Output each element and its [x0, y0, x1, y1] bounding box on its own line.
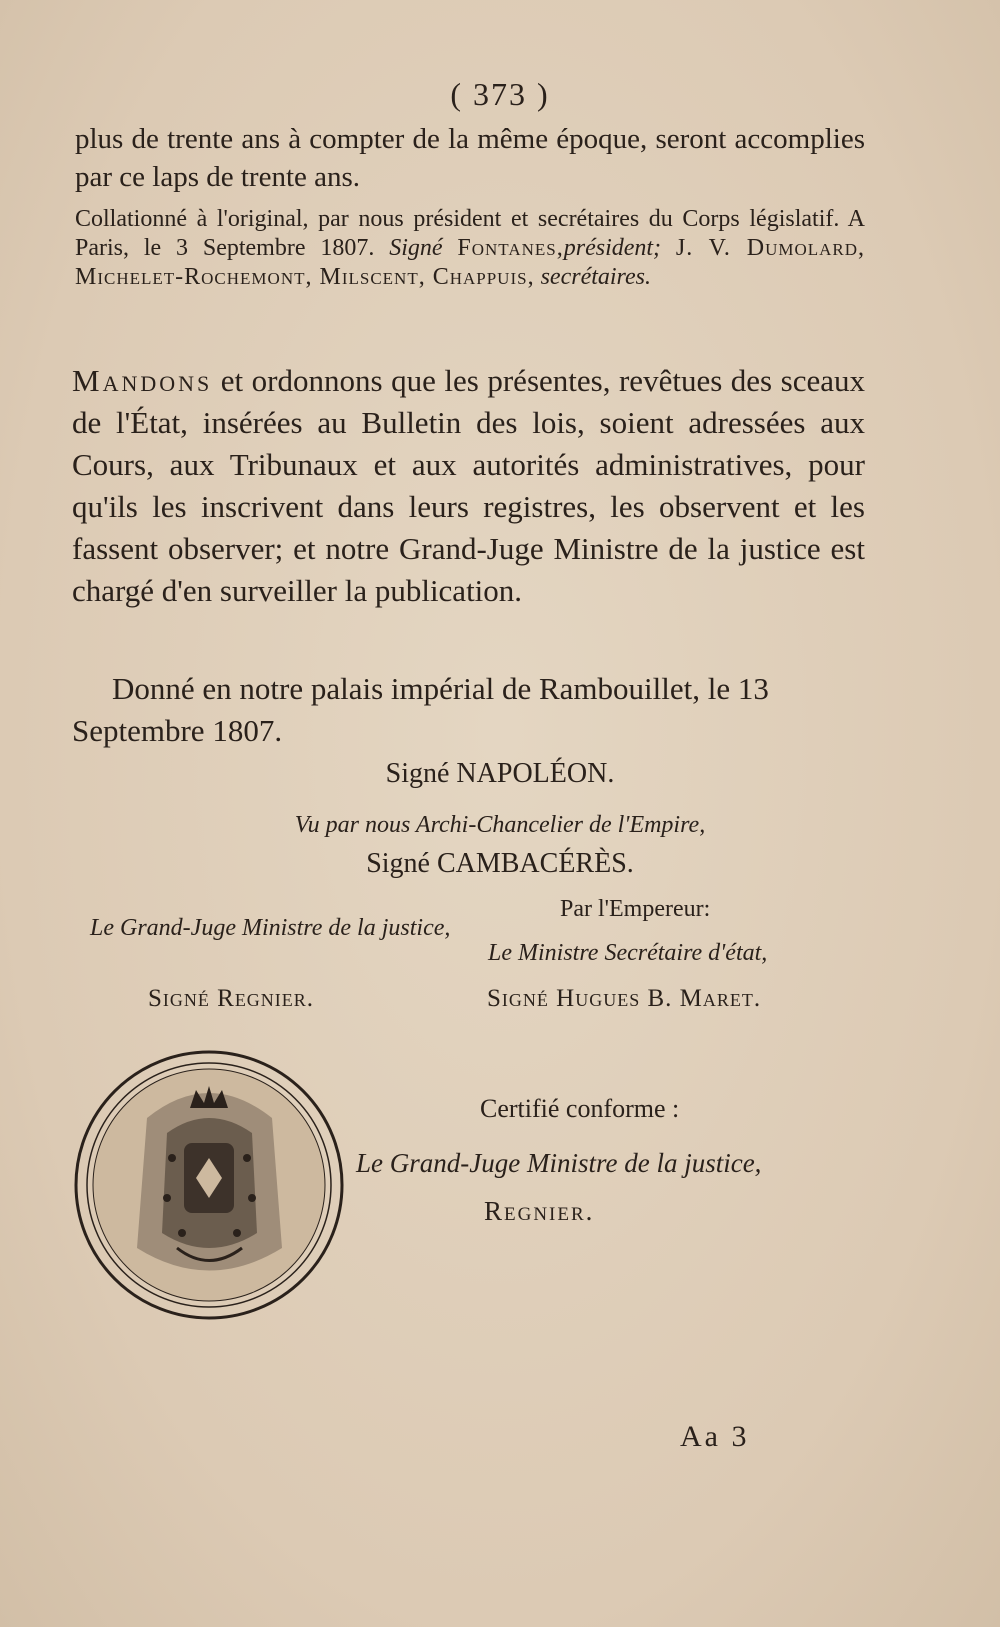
signature-mark: Aa 3: [680, 1420, 750, 1453]
ministre-secretaire-title: Le Ministre Secrétaire d'état,: [488, 940, 768, 966]
mandons-text: et ordonnons que les présentes, revêtues des sceaux de l'État, insérées au Bulletin des lois, soient adressées aux Cours, aux Tribunaux et aux autorités administratives, pour qu'ils les inscrivent dans leurs registres, les observent et les fassent observer; et notre Grand-Juge Ministre de la justice est chargé d'en surveiller la publication.: [72, 363, 865, 608]
par-empereur-header: Par l'Empereur:: [560, 896, 711, 922]
imperial-seal-icon: [72, 1048, 347, 1323]
signature-regnier: Signé Regnier.: [148, 985, 315, 1012]
grand-juge-title: Le Grand-Juge Ministre de la justice,: [90, 915, 451, 941]
certifie-conforme: Certifié conforme :: [480, 1094, 680, 1123]
collation-secretaires-label: secrétaires.: [540, 264, 651, 290]
signature-napoleon: Signé NAPOLÉON.: [385, 758, 615, 789]
collation-secretaries: J. V. Dumolard, Michelet-Rochemont, Milscent, Chappuis,: [75, 235, 866, 290]
collation-paragraph: [75, 205, 865, 292]
mandons-lead: Mandons: [72, 363, 213, 398]
paragraph-end-of-previous: plus de trente ans à compter de la même époque, seront accomplies par ce laps de trente ans.: [75, 123, 865, 193]
donne-paragraph: Donné en notre palais impérial de Rambouillet, le 13 Septembre 1807.: [72, 671, 769, 748]
vu-par-archichancelier: Vu par nous Archi-Chancelier de l'Empire,: [294, 812, 706, 838]
collation-fontanes: Fontanes,: [457, 235, 564, 261]
signature-cambaceres: Signé CAMBACÉRÈS.: [366, 848, 634, 879]
page-number: ( 373 ): [450, 76, 550, 112]
signature-maret: Signé Hugues B. Maret.: [487, 985, 762, 1012]
certifie-role: Le Grand-Juge Ministre de la justice,: [356, 1148, 762, 1178]
collation-signe: Signé: [389, 235, 443, 261]
mandons-paragraph: [72, 360, 865, 612]
certifie-name: Regnier.: [484, 1196, 595, 1226]
collation-text: Collationné à l'original, par nous président et secrétaires du Corps législatif. A Paris, le 3 Septembre 1807.: [75, 206, 865, 261]
collation-president: président;: [563, 235, 662, 261]
